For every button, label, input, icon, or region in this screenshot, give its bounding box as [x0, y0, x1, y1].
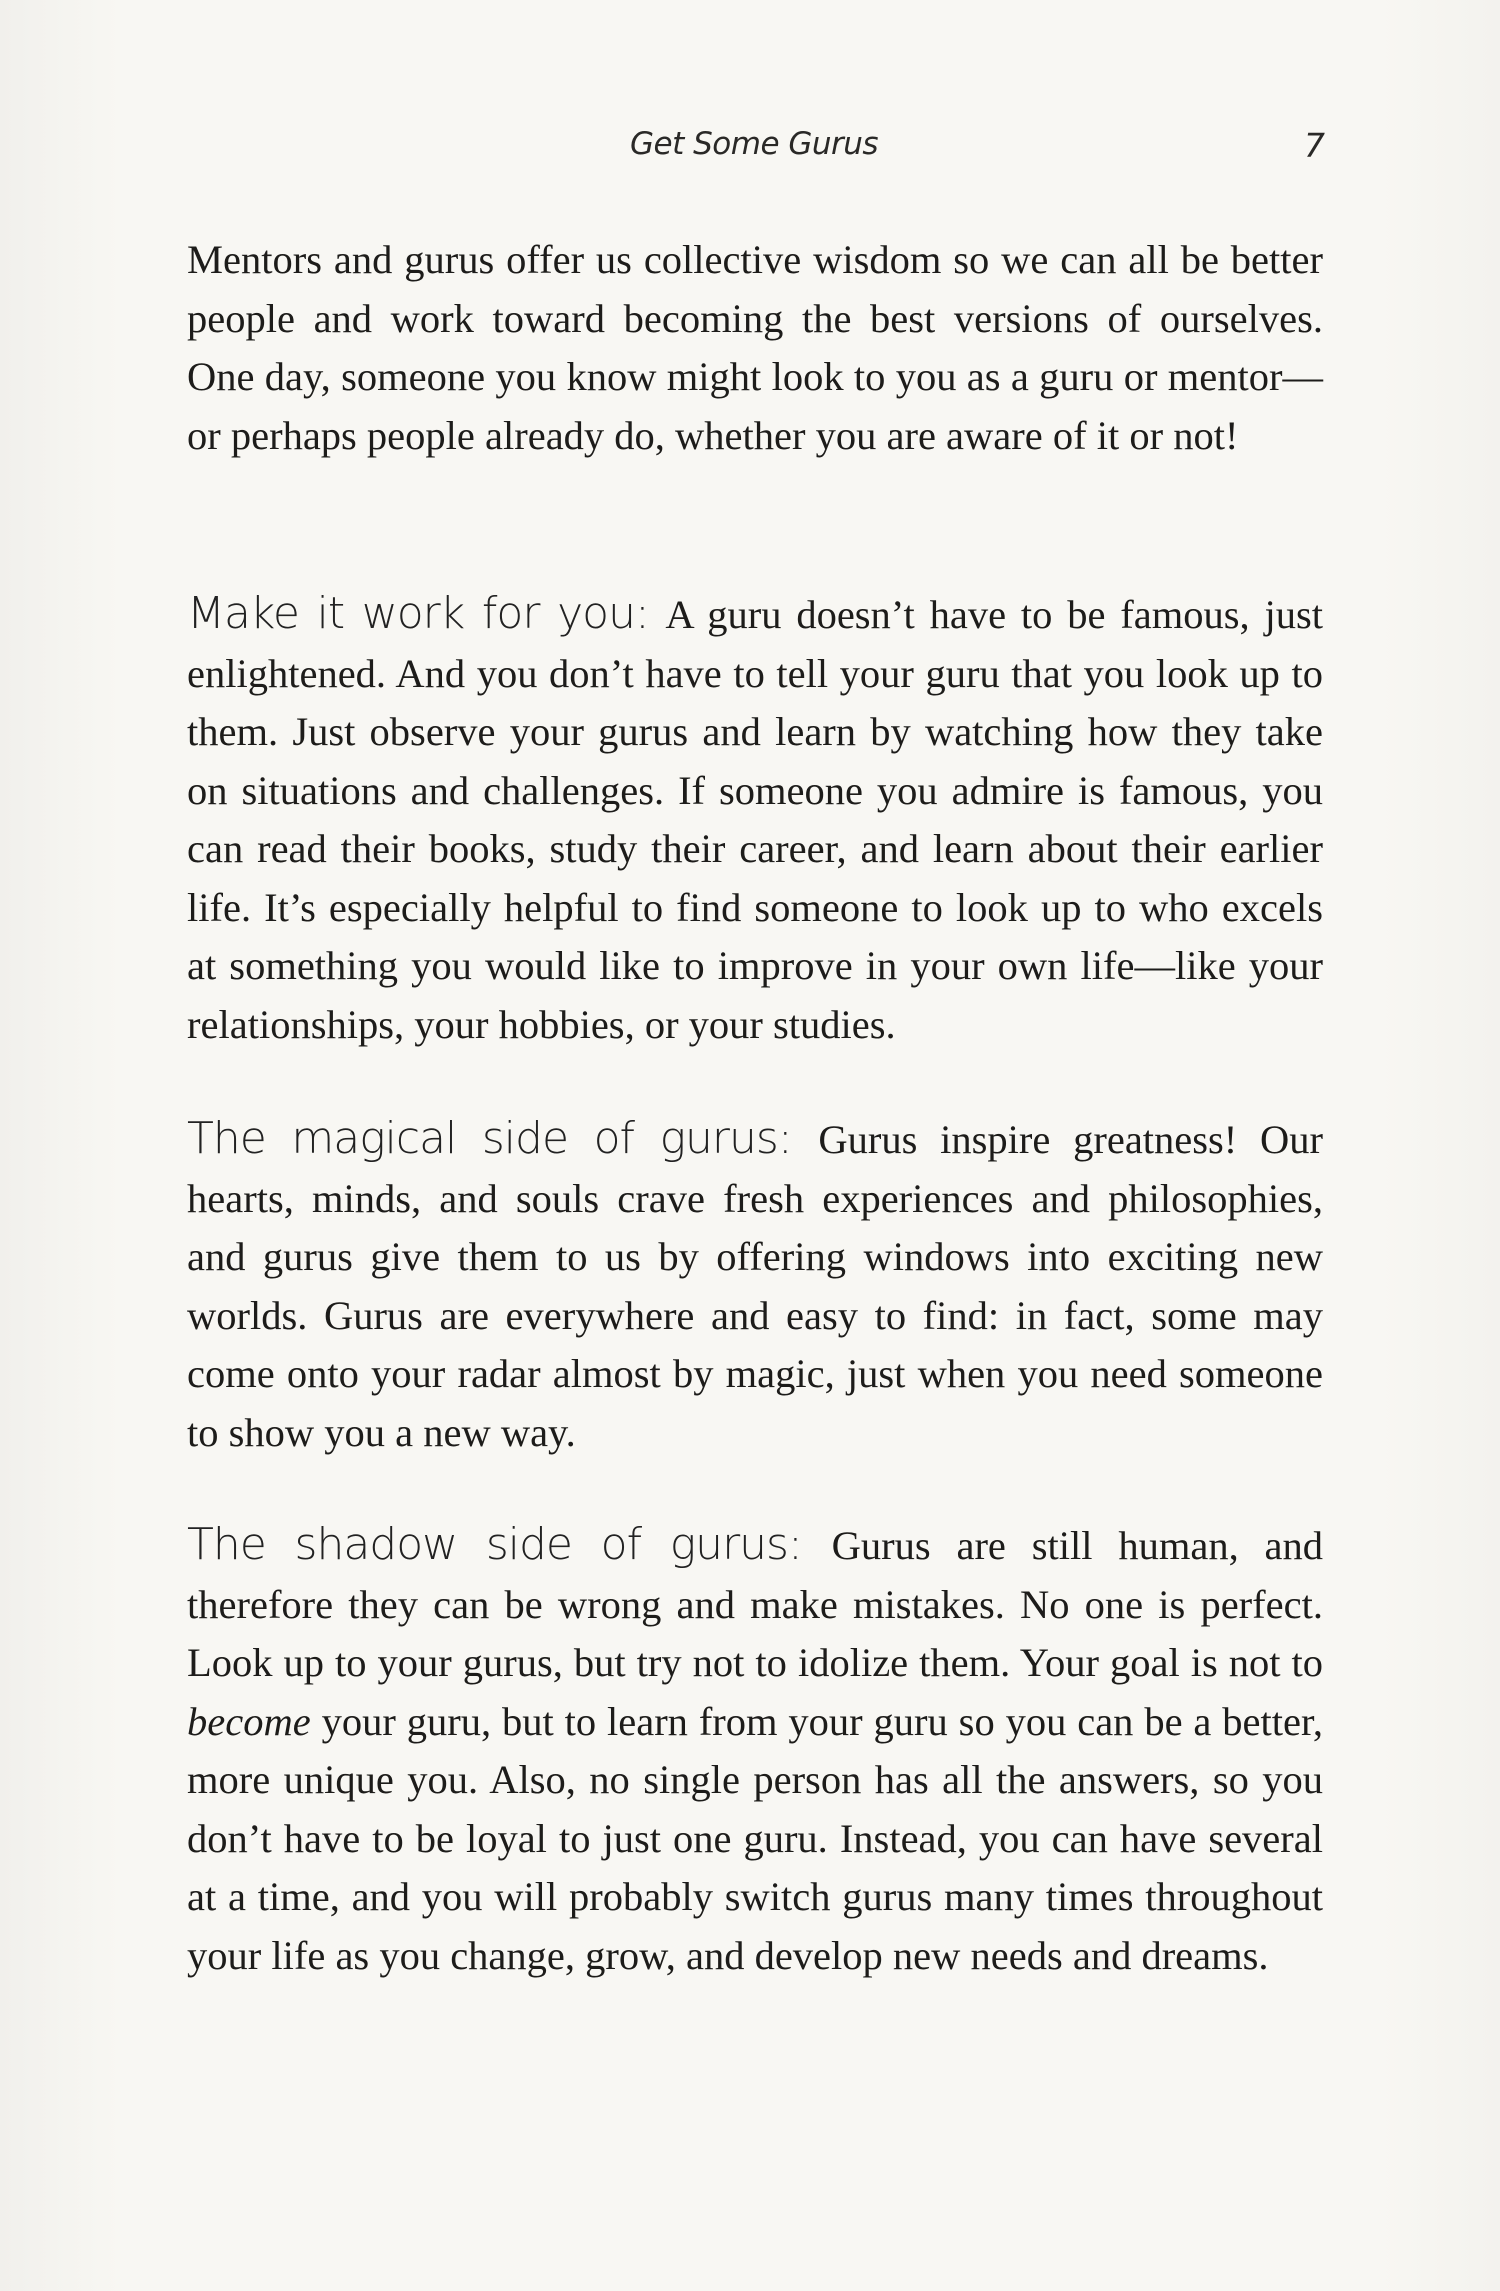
page-number: 7 — [1304, 126, 1325, 165]
running-head-title: Get Some Gurus — [630, 126, 879, 162]
make-it-work-text: A guru doesn’t have to be famous, just enlightened. And you don’t have to tell your guru that you look up to them. Just observe your gurus and learn by watching how they take on situations and challenges. If someone you admire is famous, you can read their books, study their career, and learn about their earlier life. It’s especially helpful to find someone to look up to who excels at something you would like to improve in your own life—like your relationships, your hobbies, or your studies. — [187, 592, 1324, 1047]
shadow-side-text-after: your guru, but to learn from your guru so you can be a better, more unique you. Also, no single person has all the answers, so you don’t have to be loyal to just one guru. Instead, you can have several at a time, and you will probably switch gurus many times throughout your life as you change, grow, and develop new needs and dreams. — [187, 1698, 1323, 1978]
section-label-shadow-side: The shadow side of gurus: — [187, 1519, 802, 1570]
shadow-side-emphasis: become — [187, 1698, 311, 1744]
paragraph-intro — [187, 231, 1323, 465]
paragraph-make-it-work — [187, 585, 1323, 1054]
section-label-make-it-work: Make it work for you: — [187, 588, 649, 639]
section-label-magical-side: The magical side of gurus: — [187, 1113, 792, 1164]
magical-side-text: Gurus inspire greatness! Our hearts, minds, and souls crave fresh experiences and philosophies, and gurus give them to us by offering windows into exciting new worlds. Gurus are everywhere and easy to find: in fact, some may come onto your radar almost by magic, just when you need someone to show you a new way. — [187, 1117, 1324, 1455]
intro-text: Mentors and gurus offer us collective wisdom so we can all be better people and work toward becoming the best versions of ourselves. One day, someone you know might look to you as a guru or mentor—or perhaps people already do, whether you are aware of it or not! — [187, 237, 1323, 458]
paragraph-shadow-side — [187, 1516, 1323, 1985]
paragraph-magical-side — [187, 1110, 1323, 1462]
shadow-side-text-before: Gurus are still human, and therefore they can be wrong and make mistakes. No one is perfect. Look up to your gurus, but try not to idolize them. Your goal is not to — [187, 1523, 1323, 1685]
